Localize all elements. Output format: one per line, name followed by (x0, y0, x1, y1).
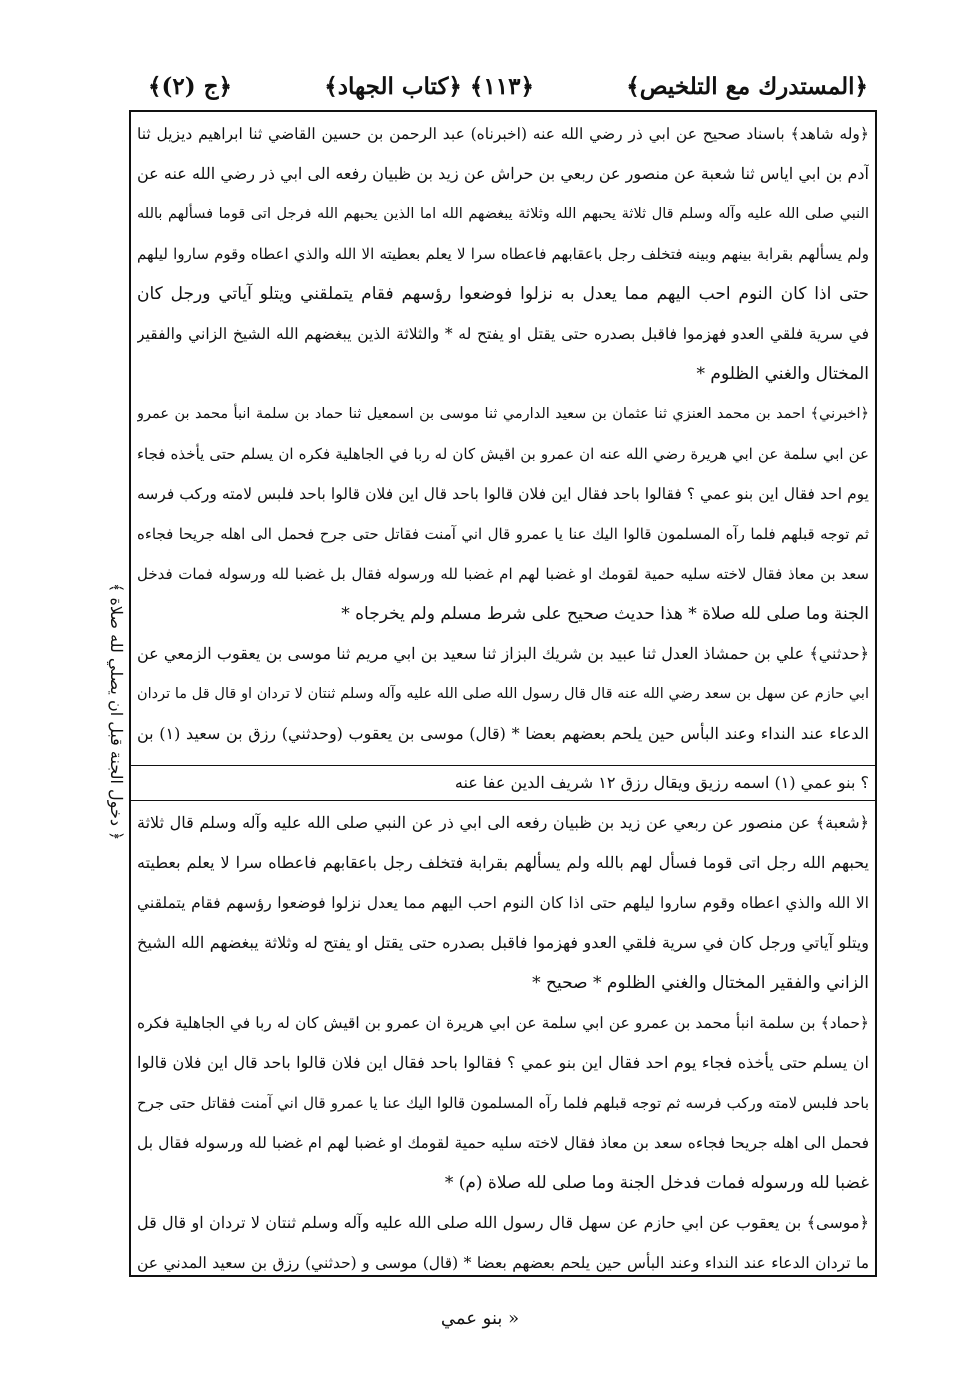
summary-text-line: ويتلو آياتي ورجل كان في سرية فلقي العدو فهزموا فاقبل بصدره حتى يقتل او يفتح له وثلاثة يبغضهم الله الشيخ (137, 933, 869, 952)
header-volume: ﴿ج (٢)﴾ (148, 72, 232, 100)
main-text-line: سعد بن معاذ فقال لاخته سليه حمية لقومك او غضبا لهم ام غضبا لله ورسوله فقال بل غضبا لله ورسوله فمات فدخل (137, 565, 869, 583)
header-book-title: ﴿المستدرك مع التلخيص﴾ (626, 72, 868, 100)
main-text-line: النبي صلى الله عليه وآله وسلم قال ثلاثة يحبهم الله وثلاثة يبغضهم الله اما الذين يحبهم الله فرجل اتى قوما فسألهم بالله (137, 206, 869, 222)
footnote: ؟ بنو عمي (١) اسمه رزيق ويقال رزق ١٢ شريف الدين عفا عنه (454, 773, 869, 792)
main-text-line: الدعاء عند النداء وعند البأس حين يلحم بعضهم بعضا * (قال) موسى بن يعقوب (وحدثني) رزق بن سعيد (١) بن (137, 724, 869, 743)
summary-text-line: الا الله والذي اعطاه وقوم ساروا ليلهم حتى اذا كان النوم احب اليهم مما يعدل نزلوا فوضعوا رؤسهم فقام يتملقني (137, 894, 869, 912)
main-text-line: ﴿وله شاهد﴾ باسناد صحيح عن ابي ذر رضي الله عنه (اخبرناه) عبد الرحمن بن حسين القاضي ثنا ابراهيم ديزيل ثنا (137, 125, 869, 143)
main-text-line: المختال والغني الظلوم * (696, 364, 869, 384)
main-text-line: آدم بن ابي اياس ثنا شعبة عن منصور عن ربعي بن حراش عن زيد بن ظبيان رفعه الى ابي ذر رضي الله عنه عن (137, 164, 869, 183)
summary-text-line: غضبا لله ورسوله فمات فدخل الجنة وما صلى لله صلاة (م) * (444, 1173, 869, 1193)
main-text-line: ﴿حدثني﴾ علي بن حمشاذ العدل ثنا عبيد بن شريك البزاز ثنا سعيد بن ابي مريم ثنا موسى بن يعقوب الزمعي عن (137, 644, 869, 663)
summary-text (137, 803, 869, 1283)
summary-text-line: ﴿شعبة﴾ عن منصور عن ربعي عن زيد بن ظبيان رفعه الى ابي ذر عن النبي صلى الله عليه وآله وسلم قال ثلاثة (137, 813, 869, 832)
summary-text-line: ان يسلم حتى يأخذه فجاء يوم احد فقال اين بنو عمي ؟ فقالوا باحد فقال اين فلان قالوا باحد قال اين فلان قالوا (137, 1053, 869, 1072)
main-text-line: ﴿اخبرني﴾ احمد بن محمد العنزي ثنا عثمان بن سعيد الدارمي ثنا موسى بن اسمعيل ثنا حماد بن سلمة انبأ محمد بن عمرو (137, 406, 869, 422)
summary-text-line: ما تردان الدعاء عند النداء وعند البأس حين يلحم بعضهم بعضا * (قال) موسى و (حدثني) رزق بن سعيد المدني عن (137, 1254, 869, 1272)
summary-text-line: ﴿حماد﴾ بن سلمة انبأ محمد بن عمرو عن ابي سلمة عن ابي هريرة ان عمرو بن اقيش كان له ربا في الجاهلية فكره (137, 1014, 869, 1032)
main-text-line: الجنة وما صلى لله صلاة * هذا حديث صحيح على شرط مسلم ولم يخرجاه * (341, 604, 869, 624)
summary-text-line: يحبهم الله رجل اتى قوما فسأل لهم بالله ولم يسألهم بقرابة فتخلف رجل باعقابهم فاعطاه سرا لا يعلم بعطيته (137, 853, 869, 872)
summary-divider (131, 800, 875, 801)
main-text-line: عن ابي سلمة عن ابي هريرة رضي الله عنه ان عمرو بن اقيش كان له ربا في الجاهلية فكره ان يسلم حتى يأخذه فجاء (137, 445, 869, 463)
footnote-divider (131, 765, 875, 766)
summary-text-line: باحد فلبس لامته وركب فرسه ثم توجه قبلهم فلما رآه المسلمون قالوا اليك عنا يا عمرو قال اني آمنت فقاتل حتى جرح (137, 1094, 869, 1112)
main-text-line: حتى اذا كان النوم احب اليهم مما يعدل به نزلوا فوضعوا رؤسهم فقام يتملقني ويتلو آياتي ورجل كان (137, 284, 869, 304)
main-text-line: ولم يسألهم بقرابة بينهم وبينه فتخلف رجل باعقابهم فاعطاه سرا لا يعلم بعطيته الا الله والذي اعطاه وقوم ساروا ليلهم (137, 245, 869, 263)
header-page-and-chapter: ﴿١١٣﴾ ﴿كتاب الجهاد﴾ (324, 72, 534, 100)
main-text (137, 114, 869, 754)
page-header (148, 68, 868, 104)
main-text-line: ابي حازم عن سهل بن سعد رضي الله عنه قال قال رسول الله صلى الله عليه وآله وسلم ثنتان لا تردان او قال قل ما تردان (137, 686, 869, 702)
margin-note: ﴿ دخول الجنة قبل ان يصلي لله صلاة ﴾ (107, 583, 126, 841)
summary-text-line: الزاني والفقير المختال والغني الظلوم * صحيح * (532, 973, 869, 993)
main-text-line: ثم توجه قبلهم فلما رآه المسلمون قالوا اليك عنا يا عمرو قال اني آمنت فقاتل حتى جرح فحمل الى اهله جريحا فجاءه (137, 525, 869, 543)
main-text-line: في سرية فلقي العدو فهزموا فاقبل بصدره حتى يقتل او يفتح له * والثلاثة الذين يبغضهم الله الشيخ الزاني والفقير (137, 325, 869, 343)
summary-text-line: فحمل الى اهله جريحا فجاءه سعد بن معاذ فقال لاخته سليه حمية لقومك او غضبا لهم ام غضبا لله ورسوله فقال بل (137, 1134, 869, 1152)
main-text-line: يوم احد فقال اين بنو عمي ؟ فقالوا باحد فقال اين فلان قالوا باحد قال اين فلان قالوا باحد فلبس لامته وركب فرسه (137, 485, 869, 503)
summary-text-line: ﴿موسى﴾ بن يعقوب عن ابي حازم عن سهل قال رسول الله صلى الله عليه وآله وسلم ثنتان لا تردان او قال قل (137, 1213, 869, 1232)
catchword: « بنو عمي (440, 1308, 520, 1329)
